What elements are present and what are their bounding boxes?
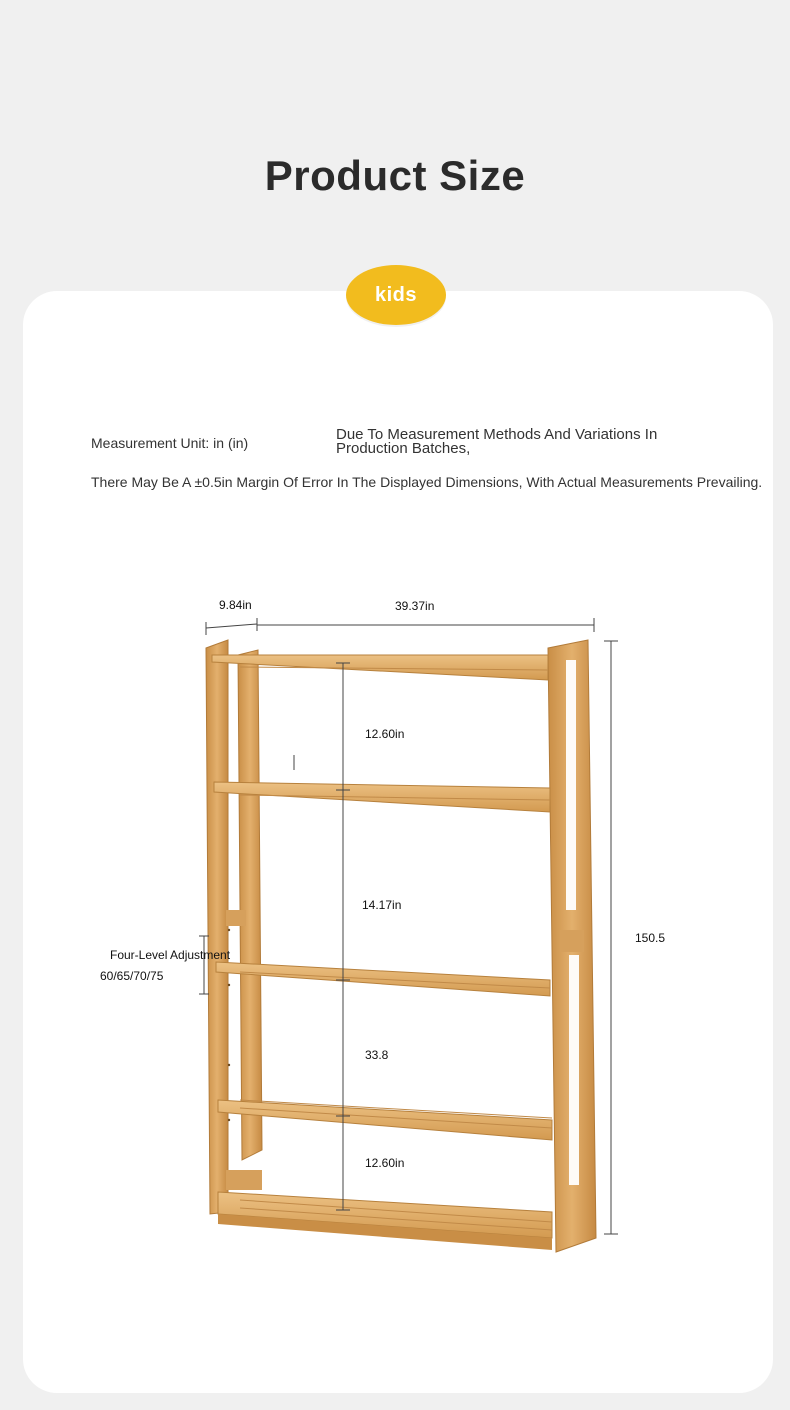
gap-second-label: 14.17in (362, 898, 402, 912)
adjustment-label: Four-Level Adjustment (110, 948, 231, 962)
kids-badge-label: kids (374, 283, 418, 306)
disclaimer-text-1: Due To Measurement Methods And Variations In Production Batches, (336, 426, 658, 457)
measurement-unit-text: Measurement Unit: in (in) (91, 435, 249, 451)
page-title: Product Size (264, 152, 526, 199)
gap-top-label: 12.60in (365, 727, 405, 741)
right-side-frame (548, 640, 596, 1252)
width-label: 39.37in (395, 599, 435, 613)
depth-label: 9.84in (219, 598, 252, 612)
gap-third-label: 33.8 (365, 1048, 389, 1062)
height-label: 150.5 (635, 931, 666, 945)
disclaimer-text-2: There May Be A ±0.5in Margin Of Error In The Displayed Dimensions, With Actual Measurements Prevailing. (91, 474, 763, 490)
gap-bottom-label: 12.60in (365, 1156, 405, 1170)
left-side-frame (206, 640, 262, 1214)
adjustment-values: 60/65/70/75 (100, 969, 164, 983)
